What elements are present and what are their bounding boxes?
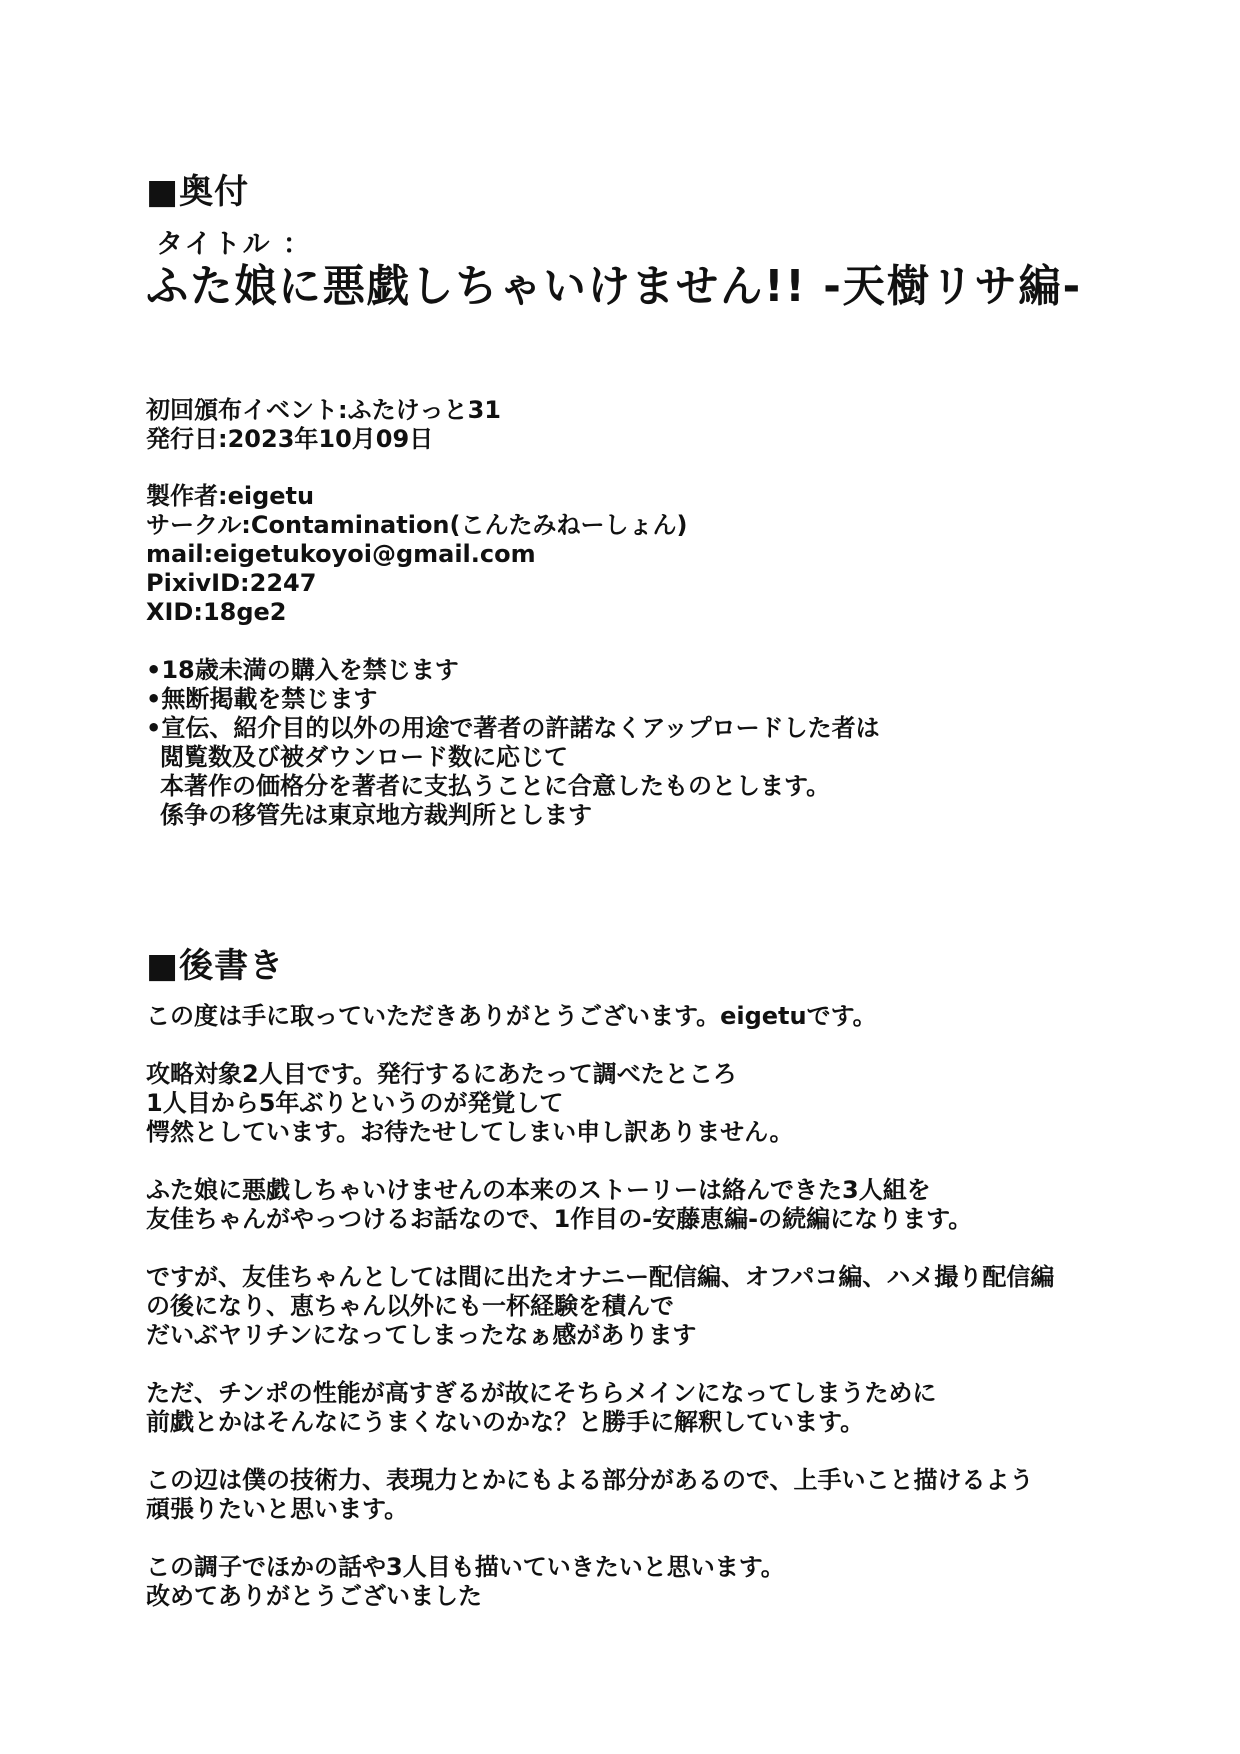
notice-item: 係争の移管先は東京地方裁判所とします — [160, 801, 592, 829]
afterword-paragraph — [146, 1466, 1054, 1524]
notice-item: •無断掲載を禁じます — [146, 685, 378, 713]
notice-list — [146, 656, 880, 830]
circle-line: サークル:Contamination(こんたみねーしょん) — [146, 511, 688, 539]
notice-item: •18歳未満の購入を禁じます — [146, 656, 459, 684]
afterword-line: 1人目から5年ぶりというのが発覚して — [146, 1089, 564, 1117]
afterword-line: 攻略対象2人目です。発行するにあたって調べたところ — [146, 1060, 737, 1088]
afterword-line: ただ、チンポの性能が高すぎるが故にそちらメインになってしまうために — [146, 1379, 937, 1407]
afterword-line: この度は手に取っていただきありがとうございます。eigetuです。 — [146, 1002, 877, 1030]
title-label: タイトル ： — [156, 229, 312, 260]
pixiv-line: PixivID:2247 — [146, 569, 317, 597]
notice-item: •宣伝、紹介目的以外の用途で著者の許諾なくアップロードした者は — [146, 714, 880, 742]
publication-info — [146, 396, 501, 454]
afterword-line: 前戯とかはそんなにうまくないのかな？と勝手に解釈しています。 — [146, 1408, 865, 1436]
colophon-heading: ■奥付 — [146, 172, 250, 212]
afterword-line: 愕然としています。お待たせしてしまい申し訳ありません。 — [146, 1118, 794, 1146]
x-line: XID:18ge2 — [146, 598, 287, 626]
afterword-paragraph — [146, 1176, 1054, 1234]
afterword-line: この辺は僕の技術力、表現力とかにもよる部分があるので、上手いこと描けるよう — [146, 1466, 1034, 1494]
afterword-heading: ■後書き — [146, 946, 285, 986]
book-title: ふた娘に悪戯しちゃいけません!! -天樹リサ編- — [146, 261, 1083, 312]
afterword-paragraph — [146, 1002, 1054, 1031]
afterword-line: 友佳ちゃんがやっつけるお話なので、1作目の-安藤恵編-の続編になります。 — [146, 1205, 973, 1233]
afterword-paragraph — [146, 1263, 1054, 1350]
notice-item: 本著作の価格分を著者に支払うことに合意したものとします。 — [160, 772, 831, 800]
afterword-line: だいぶヤリチンになってしまったなぁ感があります — [146, 1321, 697, 1349]
afterword-line: 改めてありがとうございました — [146, 1582, 482, 1610]
afterword-paragraph — [146, 1379, 1054, 1437]
afterword-line: ふた娘に悪戯しちゃいけませんの本来のストーリーは絡んできた3人組を — [146, 1176, 931, 1204]
afterword-line: この調子でほかの話や3人目も描いていきたいと思います。 — [146, 1553, 785, 1581]
afterword-paragraph — [146, 1553, 1054, 1611]
mail-line: mail:eigetukoyoi@gmail.com — [146, 540, 536, 568]
author-line: 製作者:eigetu — [146, 482, 315, 510]
event-line: 初回頒布イベント:ふたけっと31 — [146, 396, 501, 424]
afterword-line: 頑張りたいと思います。 — [146, 1495, 409, 1523]
afterword-line: の後になり、恵ちゃん以外にも一杯経験を積んで — [146, 1292, 674, 1320]
author-info — [146, 482, 687, 627]
afterword-paragraph — [146, 1060, 1054, 1147]
afterword-line: ですが、友佳ちゃんとしては間に出たオナニー配信編、オフパコ編、ハメ撮り配信編 — [146, 1263, 1055, 1291]
afterword-body — [146, 1002, 1054, 1611]
notice-item: 閲覧数及び被ダウンロード数に応じて — [160, 743, 568, 771]
date-line: 発行日:2023年10月09日 — [146, 425, 434, 453]
